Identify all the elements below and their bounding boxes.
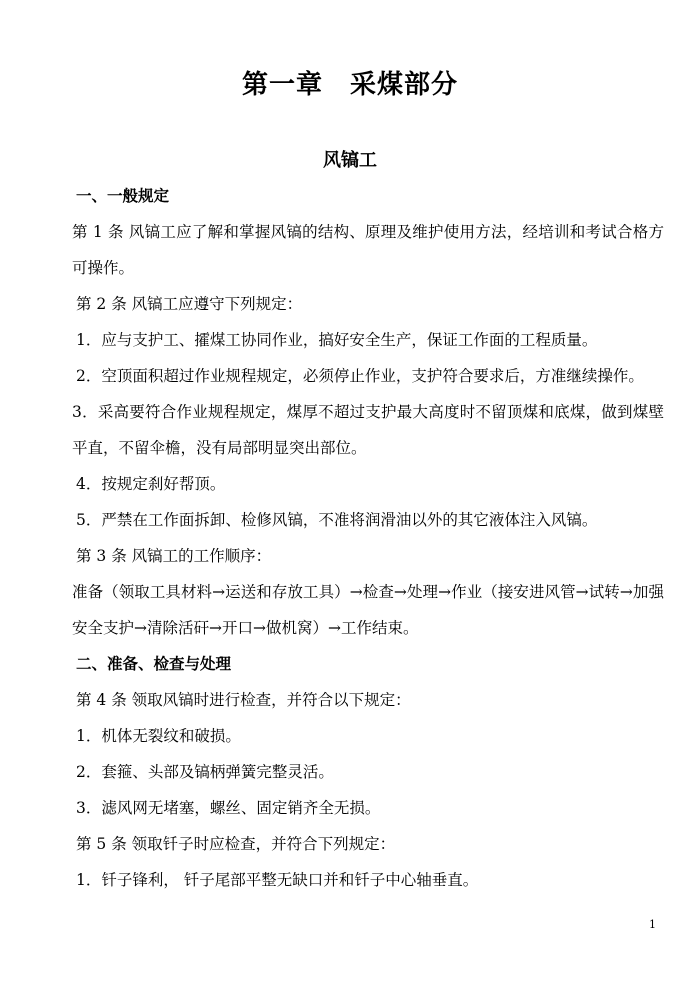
heading-general-rules: 一、一般规定	[76, 186, 170, 205]
article-3-sequence: 准备（领取工具材料→运送和存放工具）→检查→处理→作业（接安进风管→试转→加强安全支护→清除活矸→开口→做机窝）→工作结束。	[72, 583, 664, 637]
article-1: 第 1 条 风镐工应了解和掌握风镐的结构、原理及维护使用方法，经培训和考试合格方可操作。	[72, 223, 664, 277]
heading-preparation: 二、准备、检查与处理	[76, 654, 232, 673]
article-4-item-3: 3．滤风网无堵塞，螺丝、固定销齐全无损。	[76, 799, 381, 817]
article-2-item-3: 3．采高要符合作业规程规定，煤厚不超过支护最大高度时不留顶煤和底煤，做到煤壁平直，不留伞檐，没有局部明显突出部位。	[72, 403, 664, 457]
article-5-item-1: 1．钎子锋利， 钎子尾部平整无缺口并和钎子中心轴垂直。	[76, 871, 479, 889]
document-body	[72, 178, 664, 898]
article-4: 第 4 条 领取风镐时进行检查，并符合以下规定：	[76, 691, 411, 709]
article-2-item-5: 5．严禁在工作面拆卸、检修风镐，不准将润滑油以外的其它液体注入风镐。	[76, 511, 598, 529]
article-4-item-2: 2．套箍、头部及镐柄弹簧完整灵活。	[76, 763, 334, 781]
article-2-item-1: 1．应与支护工、攉煤工协同作业，搞好安全生产，保证工作面的工程质量。	[76, 331, 598, 349]
article-5: 第 5 条 领取钎子时应检查，并符合下列规定：	[76, 835, 396, 853]
chapter-title: 第一章 采煤部分	[241, 70, 458, 100]
page-number: 1	[649, 918, 656, 931]
section-title: 风镐工	[323, 150, 377, 171]
article-2-item-4: 4．按规定刹好帮顶。	[76, 475, 226, 493]
article-3: 第 3 条 风镐工的工作顺序：	[76, 547, 272, 565]
article-4-item-1: 1．机体无裂纹和破损。	[76, 727, 241, 745]
article-2-item-2: 2．空顶面积超过作业规程规定，必须停止作业，支护符合要求后，方准继续操作。	[76, 367, 644, 385]
article-2: 第 2 条 风镐工应遵守下列规定：	[76, 295, 303, 313]
